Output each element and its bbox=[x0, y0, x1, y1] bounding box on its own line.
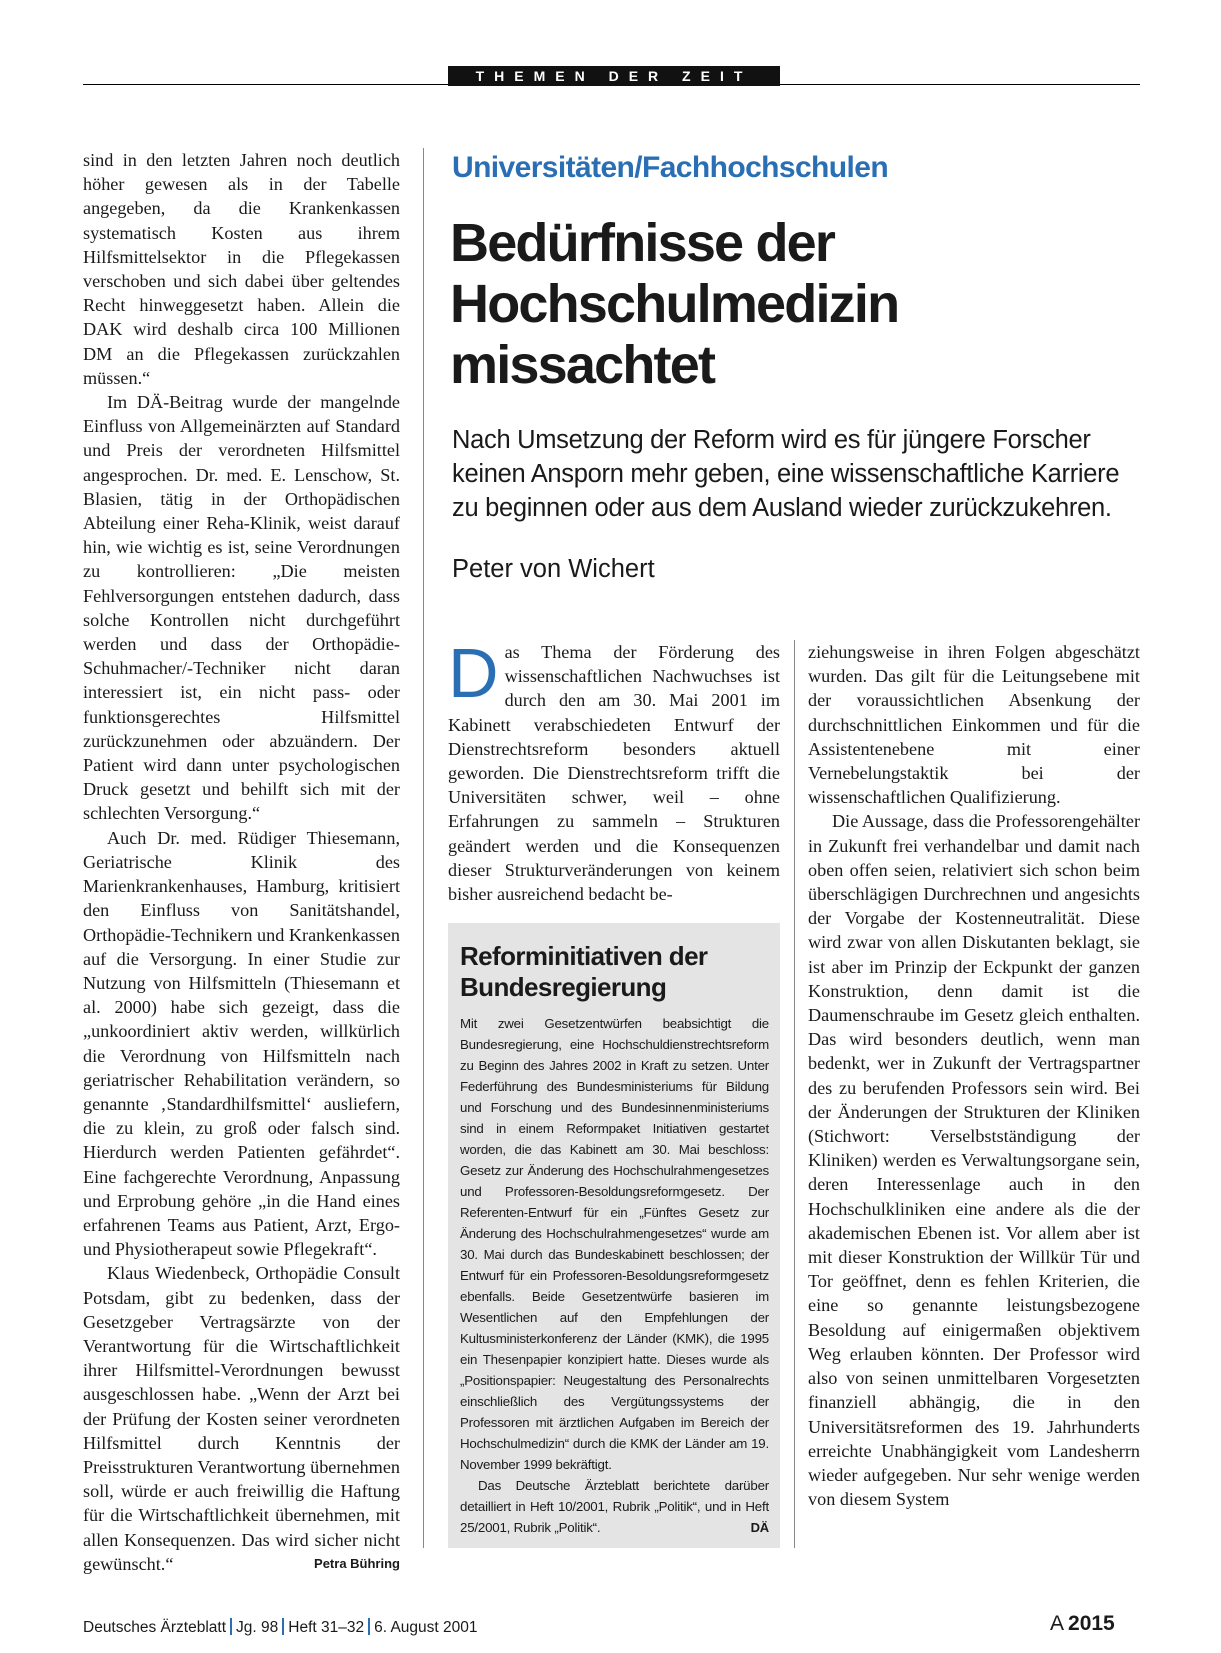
article-kicker: Universitäten/Fachhochschulen bbox=[452, 151, 889, 184]
left-paragraph: sind in den letzten Jahren noch deutlich höher gewesen als in der Tabelle angegeben, da die Krankenkassen systematisch Kosten aus ihrem Hilfsmittelsektor in die Pflegekassen verschoben und sich dabei über geltendes Recht hinweggesetzt haben. Allein die DAK wird deshalb circa 100 Millionen DM an die Pflegekassen zurückzahlen müssen.“ bbox=[83, 150, 400, 388]
page-prefix: A bbox=[1050, 1612, 1065, 1635]
right-column bbox=[808, 640, 1140, 1511]
right-paragraph: ziehungsweise in ihren Folgen abgeschätzt wurden. Das gilt für die Leitungsebene mit der voraussichtlichen Absenkung der durchschnittlichen Einkommen und für die Assistentenebene mit einer Vernebelungstaktik bei der wissenschaftlichen Qualifizierung. bbox=[808, 642, 1140, 808]
footer-separator bbox=[230, 1618, 232, 1635]
article-lead: Nach Umsetzung der Reform wird es für jüngere Forscher keinen Ansporn mehr geben, eine wissenschaftliche Karriere zu beginnen oder aus dem Ausland wieder zurückzukehren. bbox=[452, 426, 1120, 522]
left-paragraph bbox=[83, 1261, 400, 1576]
drop-cap: D bbox=[448, 634, 499, 712]
middle-column bbox=[448, 634, 780, 906]
info-box-paragraph-text: Das Deutsche Ärzteblatt berichtete darüber detailliert in Heft 10/2001, Rubrik „Politik“, und in Heft 25/2001, Rubrik „Politik“. bbox=[460, 1478, 769, 1535]
article-title: Bedürfnisse der Hochschulmedizin missachtet bbox=[450, 213, 899, 395]
footer-separator bbox=[368, 1618, 370, 1635]
left-paragraph: Im DÄ-Beitrag wurde der mangelnde Einfluss von Allgemeinärzten auf Standard und Preis der verordneten Hilfsmittel angesprochen. Dr. med. E. Lenschow, St. Blasien, tätig in der Orthopädischen Abteilung einer Reha-Klinik, weist darauf hin, wie wichtig es ist, seine Verordnungen zu kontrollieren: „Die meisten Fehlversorgungen entstehen dadurch, dass solche Kontrollen nicht durchgeführt werden und dass der Orthopädie-Schuhmacher/-Techniker nicht daran interessiert ist, ein nicht pass- oder funktionsgerechtes Hilfsmittel zurückzunehmen oder abzuändern. Der Patient wird dann unter psychologischen Druck gesetzt und behilft sich mit der schlechten Versorgung.“ bbox=[83, 392, 400, 824]
info-box-paragraph bbox=[460, 1475, 769, 1538]
footer-issue: Heft 31–32 bbox=[288, 1619, 365, 1636]
right-paragraph: Die Aussage, dass die Professorengehälter in Zukunft frei verhandelbar und damit nach oben offen seien, relativiert sich schon beim überschlägigen Durchrechnen und angesichts der Vorgabe der Kostenneutralität. Diese wird zwar von allen Diskutanten beklagt, sie ist aber im Prinzip der Eckpunkt der ganzen Konstruktion, denn damit ist die Daumenschraube im Gesetz gleich enthalten. Das wird besonders deutlich, wenn man bedenkt, wer in Zukunft der Vertragspartner des zu berufenden Professors sein wird. Bei der Änderungen der Strukturen der Kliniken (Stichwort: Verselbstständigung der Kliniken) werden es Verwaltungsorgane sein, deren Interessenlage auch in den Hochschulkliniken eine andere als die der akademischen Ebenen ist. Vor allem aber ist mit dieser Konstruktion der Willkür Tür und Tor geöffnet, denn es fehlen Kriterien, die eine so genannte leistungsbezogene Besoldung auf einigermaßen objektivem Weg erlauben könnten. Der Professor wird also von seinen unmittelbaren Vorgesetzten finanziell abhängig, die in den Universitätsreformen des 19. Jahrhunderts erreichte Unabhängigkeit vom Landesherrn wieder aufgegeben. Nur sehr wenige werden von diesem System bbox=[808, 811, 1140, 1510]
middle-paragraph-text: as Thema der Förderung des wissenschaftlichen Nachwuchses ist durch den am 30. Mai 2001 im Kabinett verabschiedeten Entwurf der Dienstrechtsreform besonders aktuell geworden. Die Dienstrechtsreform trifft die Universitäten schwer, weil – ohne Erfahrungen zu sammeln – Strukturen geändert werden und die Konsequenzen dieser Strukturveränderungen von keinem bisher ausreichend bedacht be- bbox=[448, 642, 780, 905]
left-paragraph-text: Klaus Wiedenbeck, Orthopädie Consult Potsdam, gibt zu bedenken, dass der Gesetzgeber Vertragsärzte von der Verantwortung für die Wirtschaftlichkeit ihrer Hilfsmittel-Verordnungen bewusst ausgeschlossen habe. „Wenn der Arzt bei der Prüfung der Kosten seiner verordneten Hilfsmittel durch Kenntnis der Preisstrukturen Verantwortung übernehmen soll, würde er auch freiwillig die Haftung für die Wirtschaftlichkeit übernehmen, mit allen Konsequenzen. Das wird sicher nicht gewünscht.“ bbox=[83, 1263, 400, 1574]
column-divider bbox=[423, 148, 424, 1548]
info-box-title: Reforminitiativen der Bundesregierung bbox=[460, 941, 708, 1002]
left-paragraph: Auch Dr. med. Rüdiger Thiesemann, Geriatrische Klinik des Marienkrankenhauses, Hamburg, kritisiert den Einfluss von Sanitätshandel, Orthopädie-Technikern und Krankenkassen auf die Versorgung. In einer Studie zur Nutzung von Hilfsmitteln (Thiesemann et al. 2000) habe sich gezeigt, dass die „unkoordiniert aktiv werden, willkürlich die Verordnung von Hilfsmitteln nach geriatrischer Rehabilitation verändern, so genannte ‚Standardhilfsmittel‘ ausliefern, die zu klein, zu groß oder falsch sind. Hierdurch werden Patienten gefährdet“. Eine fachgerechte Verordnung, Anpassung und Erprobung gehöre „in die Hand eines erfahrenen Teams aus Patient, Arzt, Ergo- und Physiotherapeut sowie Pflegekraft“. bbox=[83, 827, 400, 1260]
info-box bbox=[448, 923, 780, 1548]
info-box-paragraph: Mit zwei Gesetzentwürfen beabsichtigt die Bundesregierung, eine Hochschuldienstrechtsreform zu Beginn des Jahres 2002 in Kraft zu setzen. Unter Federführung des Bundesministeriums für Bildung und Forschung und des Bundesinnenministeriums sind in einem Reformpaket Initiativen gestartet worden, die das Kabinett am 30. Mai beschloss: Gesetz zur Änderung des Hochschulrahmengesetzes und Professoren-Besoldungsreformgesetz. Der Referenten-Entwurf für ein „Fünftes Gesetz zur Änderung des Hochschulrahmengesetzes“ wurde am 30. Mai durch das Bundeskabinett beschlossen; der Entwurf für ein Professoren-Besoldungsreformgesetz ebenfalls. Beide Gesetzentwürfe basieren im Wesentlichen auf den Empfehlungen der Kultusministerkonferenz der Länder (KMK), die 1995 ein Thesenpapier konzipiert hatte. Dieses wurde als „Positionspapier: Neugestaltung des Personalrechts einschließlich des Vergütungssystems der Professoren mit ärztlichen Aufgaben im Bereich der Hochschulmedizin“ durch die KMK der Länder am 19. November 1999 bekräftigt. bbox=[460, 1016, 769, 1472]
page-number-value: 2015 bbox=[1068, 1612, 1115, 1635]
footer-date: 6. August 2001 bbox=[374, 1619, 478, 1636]
footer bbox=[83, 1618, 478, 1637]
section-rubric: THEMEN DER ZEIT bbox=[448, 66, 780, 86]
column-divider bbox=[794, 640, 795, 1548]
left-signature: Petra Bühring bbox=[314, 1555, 400, 1571]
info-box-signature: DÄ bbox=[750, 1520, 769, 1535]
footer-journal: Deutsches Ärzteblatt bbox=[83, 1619, 227, 1636]
middle-paragraph bbox=[448, 634, 780, 906]
article-author: Peter von Wichert bbox=[452, 555, 655, 583]
info-box-body bbox=[460, 1013, 769, 1538]
footer-volume: Jg. 98 bbox=[236, 1619, 279, 1636]
page-number bbox=[1050, 1612, 1115, 1636]
left-column bbox=[83, 148, 400, 1576]
footer-separator bbox=[282, 1618, 284, 1635]
